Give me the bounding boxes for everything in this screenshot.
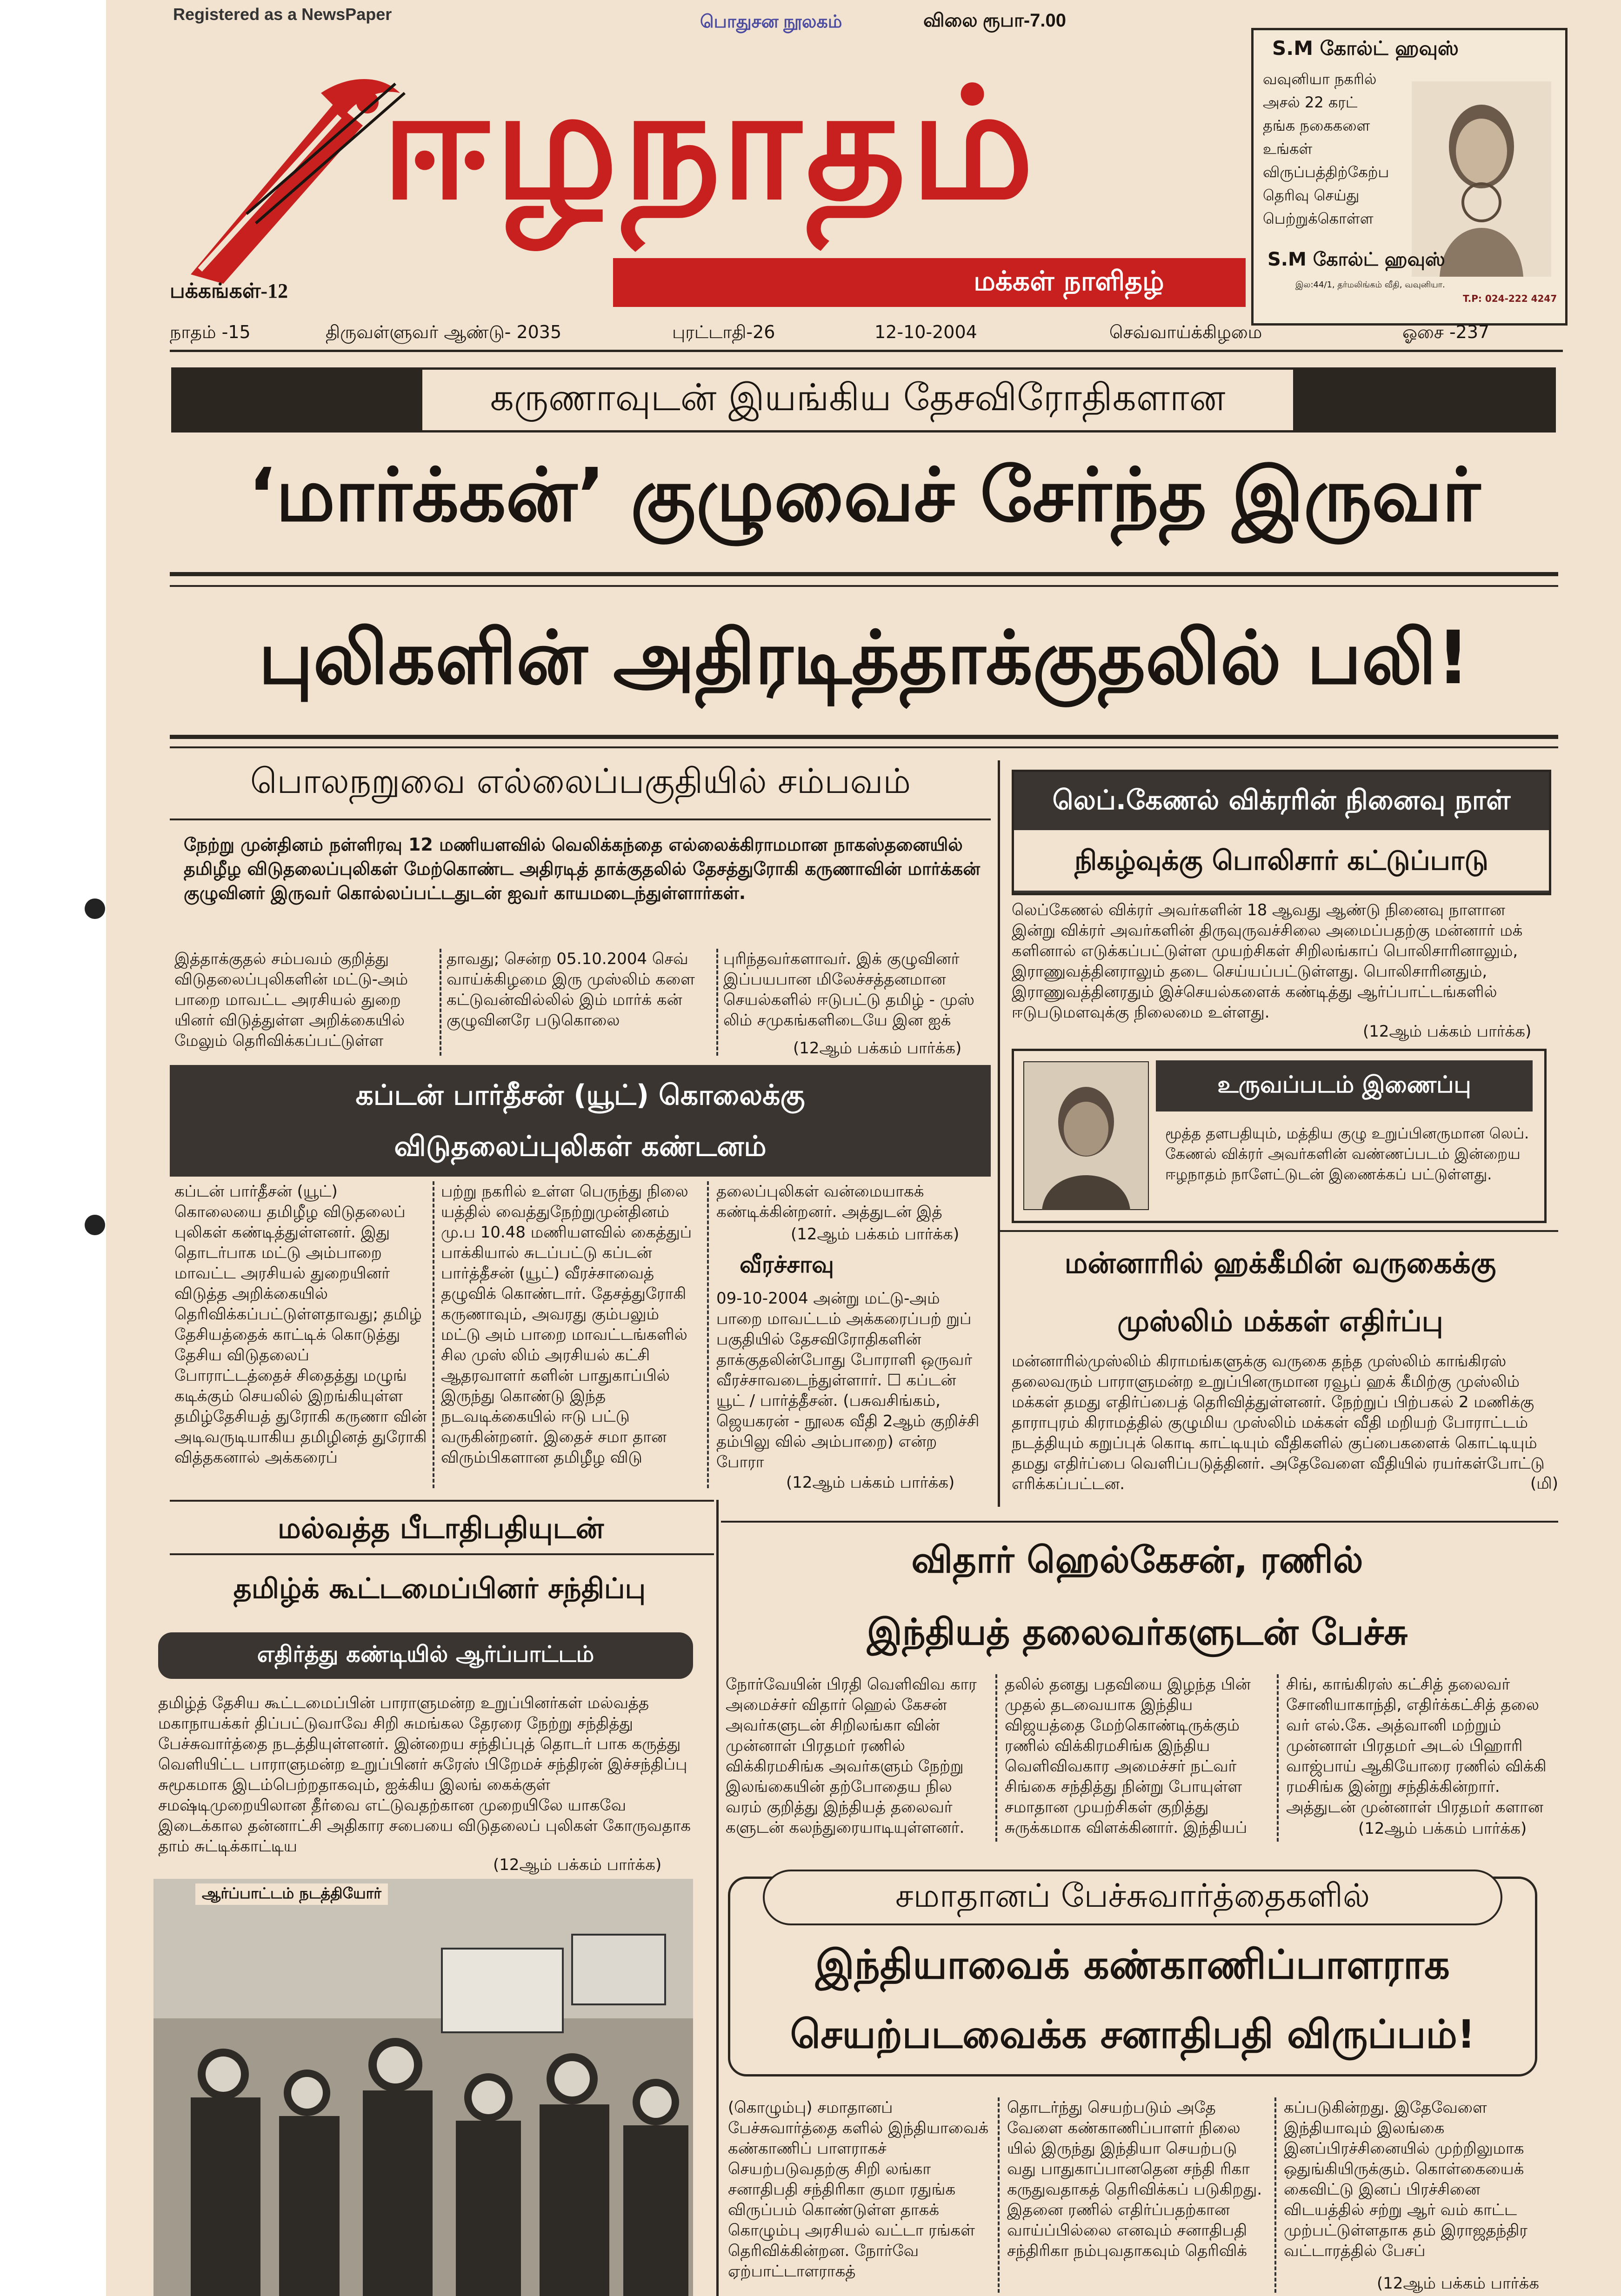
malwatta-subhead: எதிர்த்து கண்டியில் ஆர்ப்பாட்டம் [158, 1632, 693, 1679]
column-rule [716, 1500, 719, 2296]
rule [170, 1500, 714, 1502]
advert-line: விருப்பத்திற்கேற்ப [1263, 163, 1389, 181]
protest-photo-image [153, 1879, 693, 2296]
lead-col-3: புரிந்தவர்களாவர். இக் குழுவினர் இப்பயபான மிலேச்சத்தனமான செயல்களில் ஈடுபட்டு தமிழ் - முஸ் லிம் சமுகங்களிடையே இன ஐக் [723, 950, 974, 1030]
dateline [170, 322, 1565, 350]
parthipan-headline-box [170, 1065, 991, 1177]
column-divider [707, 1181, 709, 1488]
kicker-bar-left [171, 367, 420, 433]
parthipan-col-3b: 09-10-2004 அன்று மட்டு-அம் பாறை மாவட்டம் அக்கரைப்பற் றுப் பகுதியில் தேசவிரோதிகளின் தாக்குதலின்போது போராளி ஒருவர் வீரச்சாவடைந்துள்ளார். ☐ கப்டன் யூட் / பார்த்தீசன். (பசுவசிங்கம், ஜெயகரன் - நூலக வீதி 2ஆம் குறிச்சி தம்பிலு வில் அம்பாறை) என்ற போரா [716, 1289, 980, 1471]
parthipan-col-2: பற்று நகரில் உள்ள பெருந்து நிலை யத்தில் வைத்துநேற்றுமுன்தினம் மு.ப 10.48 மணியளவில் கைத்துப் பாக்கியால் சுடப்பட்டு கப்டன் பார்த்தீசன் (யூட்) வீரச்சாவைத் தழுவிக் கொண்டார். தேசத்துரோகி கருணாவும், அவரது கும்பலும் மட்டு அம் பாறை மாவட்டங்களில் சில முஸ் லிம் அரசியல் கட்சி ஆதரவாளர் களின் பாதுகாப்பில் இருந்து கொண்டு இந்த நடவடிக்கையில் ஈடு பட்டு வருகின்றனர். இதைச் சமா தான விரும்பிகளான தமிழீழ விடு [441, 1182, 692, 1467]
vidar-col-3: சிங், காங்கிரஸ் கட்சித் தலைவர் சோனியாகாந்தி, எதிர்க்கட்சித் தலை வர் எல்.கே. அத்வானி மற்றும் முன்னாள் பிரதமர் அடல் பிஹாரி வாஜ்பாய் ஆகியோரை ரணில் விக்கி ரமசிங்க இன்று சந்திக்கின்றார். அத்துடன் முன்னாள் பிரதமர் களான [1286, 1675, 1547, 1817]
gold-house-advert [1251, 28, 1568, 326]
parthipan-headline-2: விடுதலைப்புலிகள் கண்டனம் [394, 1130, 767, 1163]
advert-line: உங்கள் [1263, 140, 1313, 158]
advert-line: பெற்றுக்கொள்ள [1263, 210, 1374, 227]
malwatta-body: தமிழ்த் தேசிய கூட்டமைப்பின் பாராளுமன்ற உறுப்பினர்கள் மல்வத்த மகாநாயக்கர் திப்பட்டுவாவே சிறி சுமங்கல தேரரை நேற்று சந்தித்து பேச்சுவார்த்தை நடத்தியுள்ளனர். இன்றைய சந்திப்புத் தொடர் பாக கருத்து வெளியிட்ட பாராளுமன்ற உறுப்பினர் சுரேஸ் பிறேமச் சந்திரன் இச்சந்திப்பு சுமூகமாக இடம்பெற்றதாகவும், ஐக்கிய இலங் கைக்குள் சமஷ்டிமுறையிலான தீர்வை எட்டுவதற்கான முறையிலே யாகவே இடைக்கால தன்னாட்சி அதிகார சபையை விடுதலைப் புலிகள் கோருவதாக தாம் சுட்டிக்காட்டிய [158, 1694, 691, 1856]
column-divider [1277, 1674, 1279, 1842]
hakeem-headline-2: முஸ்லிம் மக்கள் எதிர்ப்பு [1117, 1304, 1443, 1338]
column-divider [433, 1181, 434, 1488]
registered-note: Registered as a NewsPaper [173, 5, 392, 24]
scan-margin [0, 0, 106, 2296]
lead-kicker-box [420, 367, 1295, 433]
column-divider [716, 949, 718, 1056]
rule [170, 746, 1558, 748]
tagline: மக்கள் நாளிதழ் [974, 265, 1164, 297]
lead-continued: (12ஆம் பக்கம் பார்க்க) [793, 1039, 962, 1058]
column-divider [998, 2097, 1000, 2293]
parthipan-col-3: தலைப்புலிகள் வன்மையாகக் கண்டிக்கின்றனர். அத்துடன் இத் [716, 1182, 942, 1221]
advert-line: தங்க நகைகளை [1263, 117, 1370, 134]
parthipan-continued-2: (12ஆம் பக்கம் பார்க்க) [786, 1473, 955, 1492]
lead-col-2: தாவது; சென்ற 05.10.2004 செவ் வாய்க்கிழமை இரு முஸ்லிம் களை கட்டுவன்வில்லில் இம் மார்க் கன் குழுவினரே படுகொலை [447, 950, 695, 1030]
parthipan-continued-1: (12ஆம் பக்கம் பார்க்க) [791, 1225, 960, 1244]
malwatta-headline-2: தமிழ்க் கூட்டமைப்பினர் சந்திப்பு [233, 1572, 646, 1605]
binder-hole [85, 1215, 105, 1235]
malwatta-continued: (12ஆம் பக்கம் பார்க்க) [493, 1856, 662, 1874]
portrait-insert-caption: மூத்த தளபதியும், மத்திய குழு உறுப்பினருமான லெப். கேணல் விக்ரர் அவர்களின் வண்ணப்படம் இன்றைய ஈழநாதம் நாளேட்டுடன் இணைக்கப் பட்டுள்ளது. [1165, 1125, 1529, 1183]
weekday: செவ்வாய்க்கிழமை [1109, 322, 1262, 342]
malwatta-headline-1: மல்வத்த பீடாதிபதியுடன் [277, 1511, 604, 1545]
viktor-headline-2: நிகழ்வுக்கு பொலிசார் கட்டுப்பாடு [1014, 830, 1549, 891]
lead-headline-1: ‘மார்க்கன்’ குழுவைச் சேர்ந்த இருவர் [248, 452, 1481, 538]
rule [170, 819, 991, 820]
vidar-continued: (12ஆம் பக்கம் பார்க்க) [1358, 1819, 1527, 1838]
rule [721, 1521, 1558, 1523]
thiruvalluvar-year: திருவள்ளுவர் ஆண்டு- 2035 [326, 322, 562, 342]
page-count: பக்கங்கள்-12 [170, 280, 288, 302]
peace-col-2: தொடர்ந்து செயற்படும் அதே வேளை கண்காணிப்பாளர் நிலை யில் இருந்து இந்தியா செயற்படு வது பாதுகாப்பானதென சந்தி ரிகா கருதுவதாகத் தெரிவிக்கப் படுகிறது. இதனை ரணில் எதிர்ப்பதற்கான வாய்ப்பில்லை எனவும் சனாதிபதி சந்திரிகா நம்புவதாகவும் தெரிவிக் [1007, 2098, 1262, 2260]
rule [170, 572, 1558, 576]
hakeem-end-mark: (மி) [1530, 1474, 1558, 1493]
binder-hole [85, 898, 105, 919]
peace-headline-2: செயற்படவைக்க சனாதிபதி விருப்பம்! [790, 2011, 1475, 2057]
portrait-insert-box [1012, 1049, 1547, 1223]
advert-brand-footer: S.M கோல்ட் ஹவுஸ் [1267, 249, 1445, 270]
rule [170, 350, 1563, 352]
column-rule [998, 760, 1000, 1507]
parthipan-subhead: வீரச்சாவு [740, 1251, 834, 1278]
hakeem-body: மன்னாரில்முஸ்லிம் கிராமங்களுக்கு வருகை தந்த முஸ்லிம் காங்கிரஸ் தலைவரும் பாராளுமன்ற உறுப்பினருமான ரவூப் ஹக் கீமிற்கு முஸ்லிம் மக்கள் தமது எதிர்ப்பைத் தெரிவித்துள்ளனர். நேற்றுப் பிற்பகல் 2 மணிக்கு தாராபுரம் கிராமத்தில் குழுமிய முஸ்லிம் மக்கள் வீதி மறியற் போராட்டம் நடத்தியும் கறுப்புக் கொடி காட்டியும் வீதிகளில் குப்பைகளைக் கொட்டியும் தமது எதிர்ப்பை வெளிப்படுத்தினர். அதேவேளை வீதியில் ரயர்கள்போட்டு எரிக்கப்பட்டன. [1012, 1352, 1545, 1493]
protest-photo-caption: ஆர்ப்பாட்டம் நடத்தியோர் [195, 1883, 388, 1905]
parthipan-col-1: கப்டன் பார்தீசன் (யூட்) கொலையை தமிழீழ விடுதலைப் புலிகள் கண்டித்துள்ளனர். இது தொடர்பாக மட்டு அம்பாறை மாவட்ட அரசியல் துறையினர் விடுத்த அறிக்கையில் தெரிவிக்கப்பட்டுள்ளதாவது; தமிழ் தேசியத்தைக் காட்டிக் கொடுத்து தேசிய விடுதலைப் போராட்டத்தைச் சிதைத்து மழுங் கடிக்கும் செயலில் இறங்கியுள்ள தமிழ்தேசியத் துரோகி கருணா வின் அடிவருடியாகிய தமிழினத் துரோகி வித்தகனால் அக்கரைப் [174, 1182, 427, 1467]
advert-lines [1263, 67, 1402, 230]
vidar-col-1: நோர்வேயின் பிரதி வெளிவிவ கார அமைச்சர் விதார் ஹெல் கேசன் அவர்களுடன் சிறிலங்கா வின் முன்னாள் பிரதமர் ரணில் விக்கிரமசிங்க அவர்களும் நேற்று இலங்கையின் தற்போதைய நில வரம் குறித்து இந்தியத் தலைவர் களுடன் கலந்துரையாடியுள்ளனர். [726, 1675, 977, 1837]
peace-col-3: கப்படுகின்றது. இதேவேளை இந்தியாவும் இலங்கை இனப்பிரச்சினையில் முற்றிலுமாக ஒதுங்கியிருக்கும். கொள்கையைக் கைவிட்டு இனப் பிரச்சினை விடயத்தில் சற்று ஆர் வம் காட்ட முற்பட்டுள்ளதாக தம் இராஜதந்திர வட்டாரத்தில் பேசப் [1284, 2098, 1528, 2260]
peace-headline-1: இந்தியாவைக் கண்காணிப்பாளராக [815, 1941, 1450, 1988]
peace-continued: (12ஆம் பக்கம் பார்க்க [1377, 2274, 1539, 2293]
advert-phone: T.P: 024-222 4247 [1463, 293, 1557, 304]
advert-line: அசல் 22 கரட் [1263, 93, 1358, 111]
viktor-portrait [1023, 1061, 1149, 1210]
kicker-bar-right [1295, 367, 1556, 433]
advert-line: தெரிவு செய்து [1263, 186, 1360, 204]
viktor-continued: (12ஆம் பக்கம் பார்க்க) [1363, 1022, 1532, 1041]
portrait-insert-title: உருவப்படம் இணைப்பு [1156, 1060, 1533, 1111]
peace-col-1: (கொழும்பு) சமாதானப் பேச்சுவார்த்தை களில் இந்தியாவைக் கண்காணிப் பாளராகச் செயற்படுவதற்கு சிறி லங்கா சனாதிபதி சந்திரிகா குமா ரதுங்க விருப்பம் கொண்டுள்ள தாகக் கொழும்பு அரசியல் வட்டா ரங்கள் தெரிவிக்கின்றன. நோர்வே ஏற்பாட்டாளராகத் [728, 2098, 989, 2281]
serial-number: ஓசை -237 [1402, 322, 1490, 342]
column-divider [440, 949, 441, 1056]
viktor-headline-box [1012, 770, 1551, 895]
column-divider [995, 1674, 997, 1842]
viktor-body: லெப்கேணல் விக்ரர் அவர்களின் 18 ஆவது ஆண்டு நினைவு நாளான இன்று விக்ரர் அவர்களின் திருவுருவச்சிலை அமைப்பதற்கு மன்னார் மக் களினால் எடுக்கப்பட்டுள்ள முயற்சிகள் சிறிலங்காப் பொலிசாரினாலும், இராணுவத்தினராலும் தடை செய்யப்பட்டுள்ளது. பொலிசாரினதும், இராணுவத்தினரதும் இச்செயல்களைக் கண்டித்து ஆர்ப்பாட்டங்களில் ஈடுபடுமளவுக்கு நிலைமை உள்ளது. [1012, 901, 1523, 1022]
rule [170, 735, 1558, 739]
rule [170, 1553, 714, 1555]
peace-headline-box [728, 1877, 1537, 2076]
hakeem-headline-1: மன்னாரில் ஹக்கீமின் வருகைக்கு [1064, 1246, 1496, 1280]
vidar-col-2: தலில் தனது பதவியை இழந்த பின் முதல் தடவையாக இந்திய விஜயத்தை மேற்கொண்டிருக்கும் ரணில் விக்கிரமசிங்க இந்திய வெளிவிவகார அமைச்சர் நட்வர் சிங்கை சந்தித்து நின்று போயுள்ள சமாதான முயற்சிகள் குறித்து சுருக்கமாக விளக்கினார். இந்தியப் [1005, 1675, 1251, 1837]
tagline-bar [613, 258, 1246, 307]
advert-line: வவுனியா நகரில் [1263, 70, 1377, 88]
price: விலை ரூபா-7.00 [923, 10, 1067, 31]
masthead-title: ஈழநாதம் [381, 55, 1039, 233]
lead-col-1: இத்தாக்குதல் சம்பவம் குறித்து விடுதலைப்புலிகளின் மட்டு-அம் பாறை மாவட்ட அரசியல் துறை யினர் விடுத்துள்ள அறிக்கையில் மேலும் தெரிவிக்கப்பட்டுள்ள [174, 950, 408, 1050]
advert-brand: S.M கோல்ட் ஹவுஸ் [1272, 37, 1459, 60]
parthipan-headline-1: கப்டன் பார்தீசன் (யூட்) கொலைக்கு [355, 1079, 805, 1111]
protest-photo [153, 1879, 693, 2296]
vidar-headline-2: இந்தியத் தலைவர்களுடன் பேச்சு [867, 1611, 1408, 1653]
publication-date: 12-10-2004 [874, 322, 977, 342]
tamil-month-date: புரட்டாதி-26 [672, 322, 775, 342]
issue-number: நாதம் -15 [170, 322, 251, 342]
rule [1000, 1230, 1558, 1232]
library-stamp: பொதுசன நூலகம் [700, 12, 842, 32]
viktor-headline-1: லெப்.கேணல் விக்ரரின் நினைவு நாள் [1052, 784, 1511, 816]
vidar-headline-1: விதார் ஹெல்கேசன், ரணில் [911, 1539, 1363, 1581]
lead-kicker: கருணாவுடன் இயங்கிய தேசவிரோதிகளான [490, 376, 1226, 419]
peace-kicker: சமாதானப் பேச்சுவார்த்தைகளில் [895, 1876, 1370, 1915]
lead-intro: நேற்று முன்தினம் நள்ளிரவு 12 மணியளவில் வெலிக்கந்தை எல்லைக்கிராமமான நாகஸ்தனையில் தமிழீழ விடுதலைப்புலிகள் மேற்கொண்ட அதிரடித் தாக்குதலில் தேசத்துரோகி கருணாவின் மார்க்கன் குழுவினர் இருவர் கொல்லப்பட்டதுடன் ஐவர் காயமடைந்துள்ளார்கள். [184, 834, 981, 903]
lead-subhead: பொலநறுவை எல்லைப்பகுதியில் சம்பவம் [250, 761, 911, 801]
rule [170, 585, 1558, 587]
column-divider [1274, 2097, 1276, 2293]
lead-headline-2: புலிகளின் அதிரடித்தாக்குதலில் பலி! [258, 615, 1470, 701]
peace-kicker-box [763, 1870, 1502, 1925]
advert-address: இல:44/1, தர்மலிங்கம் வீதி, வவுனியா. [1295, 280, 1445, 290]
bride-portrait [1412, 81, 1551, 277]
